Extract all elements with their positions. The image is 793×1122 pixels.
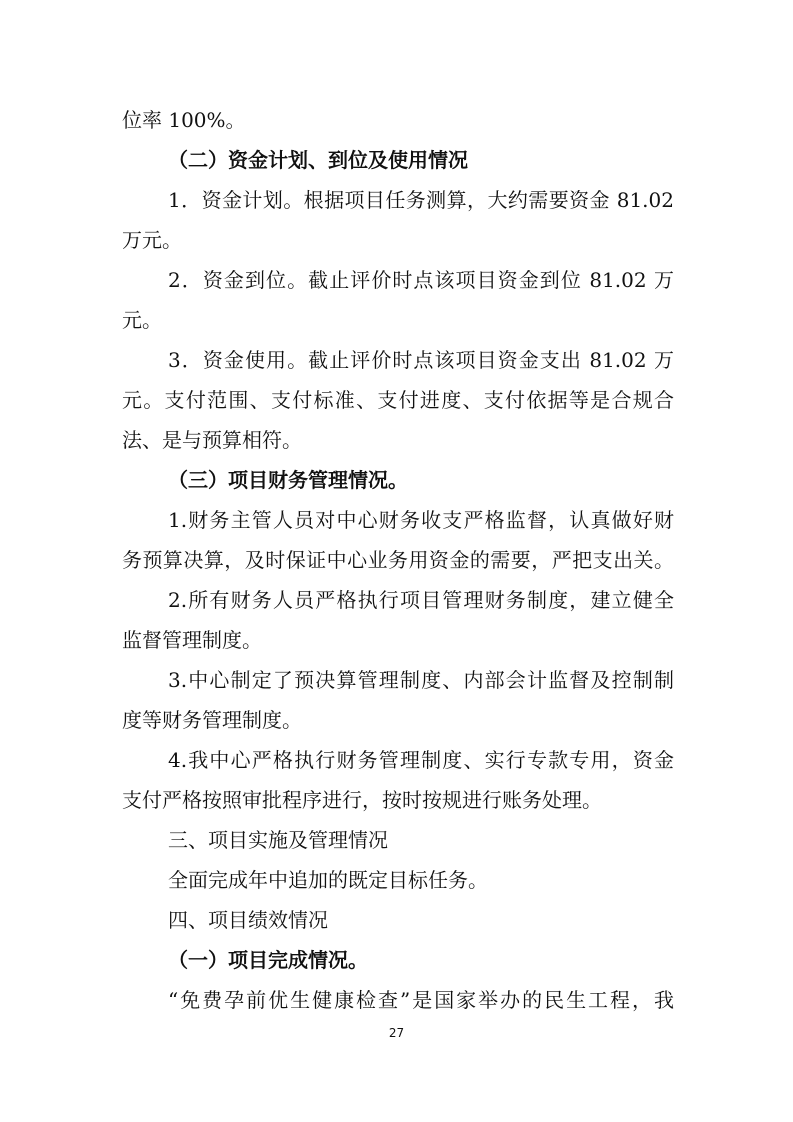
- text-line: 万元。: [122, 228, 182, 252]
- section-heading: （一）项目完成情况。: [168, 948, 368, 972]
- section-heading: 三、项目实施及管理情况: [168, 828, 388, 852]
- section-heading: （三）项目财务管理情况。: [168, 468, 408, 492]
- text-line: 2．资金到位。截止评价时点该项目资金到位 81.02 万: [168, 268, 674, 292]
- text-line: 元。: [122, 308, 162, 332]
- text-line: 2.所有财务人员严格执行项目管理财务制度，建立健全: [168, 588, 674, 612]
- text-line: 3．资金使用。截止评价时点该项目资金支出 81.02 万: [168, 348, 674, 372]
- text-line: 4.我中心严格执行财务管理制度、实行专款专用，资金: [168, 748, 674, 772]
- text-line: 全面完成年中追加的既定目标任务。: [168, 868, 488, 892]
- text-line: “免费孕前优生健康检查”是国家举办的民生工程，我: [168, 988, 674, 1012]
- text-line: 支付严格按照审批程序进行，按时按规进行账务处理。: [122, 788, 602, 812]
- text-line: 3.中心制定了预决算管理制度、内部会计监督及控制制: [168, 668, 674, 692]
- text-line: 法、是与预算相符。: [122, 428, 302, 452]
- text-line: 元。支付范围、支付标准、支付进度、支付依据等是合规合: [122, 388, 674, 412]
- section-heading: 四、项目绩效情况: [168, 908, 328, 932]
- text-line: 位率 100%。: [122, 108, 246, 132]
- text-line: 度等财务管理制度。: [122, 708, 302, 732]
- page-number: 27: [388, 1026, 405, 1040]
- text-line: 监督管理制度。: [122, 628, 262, 652]
- text-line: 1．资金计划。根据项目任务测算，大约需要资金 81.02: [168, 188, 674, 212]
- text-line: 务预算决算，及时保证中心业务用资金的需要，严把支出关。: [122, 548, 674, 572]
- text-line: 1.财务主管人员对中心财务收支严格监督，认真做好财: [168, 508, 674, 532]
- section-heading: （二）资金计划、到位及使用情况: [168, 148, 468, 172]
